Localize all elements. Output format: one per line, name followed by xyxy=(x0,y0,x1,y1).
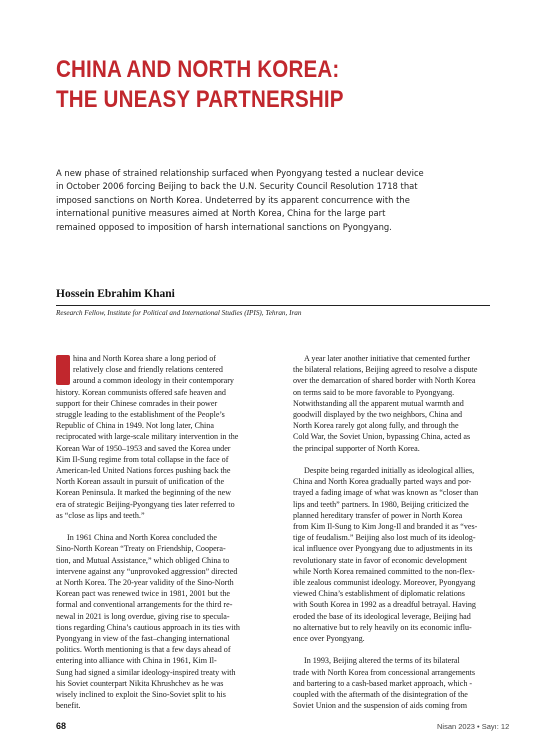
body-text-line: around a common ideology in their contemporary xyxy=(73,376,234,386)
body-text-line: tions regarding China’s cautious approach in its ties with xyxy=(56,622,240,632)
body-text-line: Notwithstanding all the apparent mutual warmth and xyxy=(293,398,464,408)
body-text-line: wisely inclined to exploit the Sino-Soviet split to his xyxy=(56,690,226,700)
body-text-line: Sung had signed a similar ideology-inspired treaty with xyxy=(56,667,236,677)
abstract xyxy=(56,167,496,234)
body-text-line: Despite being regarded initially as ideological allies, xyxy=(304,466,475,476)
body-text-line: ence over Pyongyang. xyxy=(293,634,365,644)
body-text-line: ible zealous communist ideology. Moreover, Pyongyang xyxy=(293,578,476,588)
body-text-line: as “close as lips and teeth.” xyxy=(56,510,145,520)
title-line-1: CHINA AND NORTH KOREA: xyxy=(56,56,340,83)
body-text-line: revolutionary state in favor of economic development xyxy=(293,555,467,565)
body-text-line: tige of feudalism.” Beijing also lost much of its ideolog- xyxy=(293,533,476,543)
body-text-line: benefit. xyxy=(56,701,81,711)
body-text-line: Korean War of 1950–1953 and saved the Korea under xyxy=(56,443,231,453)
page-number: 68 xyxy=(56,721,67,731)
issue-info: Nisan 2023 • Sayı: 12 xyxy=(437,722,510,731)
body-text-line: at North Korea. The 20-year validity of the Sino-North xyxy=(56,578,234,588)
body-text-line: Cold War, the Soviet Union, bypassing China, acted as xyxy=(293,432,471,442)
body-text-line: North Korea rarely got along fully, and through the xyxy=(293,421,459,431)
body-text-line: tion, and Mutual Assistance,” which obliged China to xyxy=(56,555,230,565)
body-text-line: Pyongyang in view of the fast–changing international xyxy=(56,634,230,644)
abstract-line: in October 2006 forcing Beijing to back the U.N. Security Council Resolution 1718 that xyxy=(56,181,418,192)
body-text-line: while North Korea remained committed to the non-flex- xyxy=(293,566,475,576)
body-text-line: In 1961 China and North Korea concluded the xyxy=(67,533,217,543)
body-text-line: relatively close and friendly relations centered xyxy=(73,365,223,375)
body-text-line: goodwill displayed by the two neighbors, China and xyxy=(293,410,463,420)
paragraph-gap xyxy=(293,454,511,465)
author-name: Hossein Ebrahim Khani xyxy=(56,288,175,300)
article-title xyxy=(56,55,426,115)
body-text-line: viewed China’s establishment of diplomatic relations xyxy=(293,589,465,599)
body-text-line: on terms said to be more favorable to Pyongyang. xyxy=(293,387,455,397)
body-column-right xyxy=(293,353,511,711)
body-text-line: trayed a fading image of what was known as “closer than xyxy=(293,488,479,498)
body-text-line: the bilateral relations, Beijing agreed to resolve a dispute xyxy=(293,365,478,375)
body-text-line: Korean Peninsula. It marked the beginning of the new xyxy=(56,488,232,498)
body-text-line: and bartering to a cash-based market approach, which - xyxy=(293,678,473,688)
body-text-line: Korean pact was renewed twice in 1981, 2001 but the xyxy=(56,589,230,599)
title-line-2: THE UNEASY PARTNERSHIP xyxy=(56,86,344,113)
paragraph-gap xyxy=(293,644,511,655)
paragraph-gap xyxy=(56,521,272,532)
body-text-line: A year later another initiative that cemented further xyxy=(304,354,471,363)
body-text-line: Kim Il-Sung regime from total collapse in the face of xyxy=(56,454,229,464)
abstract-line: imposed sanctions on North Korea. Undeterred by its apparent concurrence with the xyxy=(56,194,410,205)
body-text-line: American-led United Nations forces pushing back the xyxy=(56,466,231,476)
body-text-line: planned hereditary transfer of power in North Korea xyxy=(293,510,463,520)
body-text-line: coupled with the aftermath of the disintegration of the xyxy=(293,690,468,700)
body-text-line: Soviet Union and the suspension of aids coming from xyxy=(293,701,467,711)
body-text-line: support for their Chinese comrades in their power xyxy=(56,398,218,408)
abstract-line: A new phase of strained relationship surfaced when Pyongyang tested a nuclear device xyxy=(56,168,424,178)
abstract-line: international punitive measures aimed at North Korea, China for the large part xyxy=(56,208,386,219)
body-text-line: his Soviet counterpart Nikita Khrushchev as he was xyxy=(56,678,224,688)
body-text-line: trade with North Korea from concessional arrangements xyxy=(293,667,476,677)
body-text-line: ical influence over Pyongyang due to adjustments in its xyxy=(293,544,473,554)
body-text-line: era of strategic Beijing-Pyongyang ties later referred to xyxy=(56,499,235,509)
author-affiliation: Research Fellow, Institute for Political and International Studies (IPIS), Tehran, Iran xyxy=(56,309,302,317)
author-divider xyxy=(56,305,490,306)
body-text-line: reciprocated with large-scale military intervention in the xyxy=(56,432,239,442)
body-text-line: intervene against any “unprovoked aggression” directed xyxy=(56,566,238,576)
body-text-line: eroded the base of its ideological leverage, Beijing had xyxy=(293,611,471,621)
body-text-line: hina and North Korea share a long period of xyxy=(73,354,216,363)
body-text-line: Sino-North Korean “Treaty on Friendship, Coopera- xyxy=(56,544,226,554)
body-text-line: over the demarcation of shared border with North Korea xyxy=(293,376,476,386)
body-text-line: formal and conventional arrangements for the third re- xyxy=(56,600,233,610)
body-text-line: with South Korea in 1992 as a dreadful betrayal. Having xyxy=(293,600,476,610)
body-text-line: lips and teeth” partners. In 1980, Beijing criticized the xyxy=(293,499,469,509)
body-text-line: from Kim Il-Sung to Kim Jong-Il and branded it as “ves- xyxy=(293,522,478,532)
body-text-line: China and North Korea gradually parted ways and por- xyxy=(293,477,472,487)
body-text-line: struggle leading to the establishment of the People’s xyxy=(56,410,225,420)
body-text-line: politics. Worth mentioning is that a few days ahead of xyxy=(56,645,231,655)
body-column-left xyxy=(56,353,272,711)
body-text-line: history. Korean communists offered safe heaven and xyxy=(56,387,226,397)
body-text-line: newal in 2021 is long overdue, giving rise to specula- xyxy=(56,611,230,621)
body-text-line: Republic of China in 1949. Not long later, China xyxy=(56,421,214,431)
body-text-line: the principal supporter of North Korea. xyxy=(293,443,420,453)
abstract-line: remained opposed to imposition of harsh international sanctions on Pyongyang. xyxy=(56,221,392,232)
body-text-line: entering into alliance with China in 1961, Kim Il- xyxy=(56,656,217,666)
body-text-line: no alternative but to rely heavily on its economic influ- xyxy=(293,622,472,632)
body-text-line: North Korean assault in pursuit of unification of the xyxy=(56,477,225,487)
body-text-line: In 1993, Beijing altered the terms of its bilateral xyxy=(304,656,460,666)
